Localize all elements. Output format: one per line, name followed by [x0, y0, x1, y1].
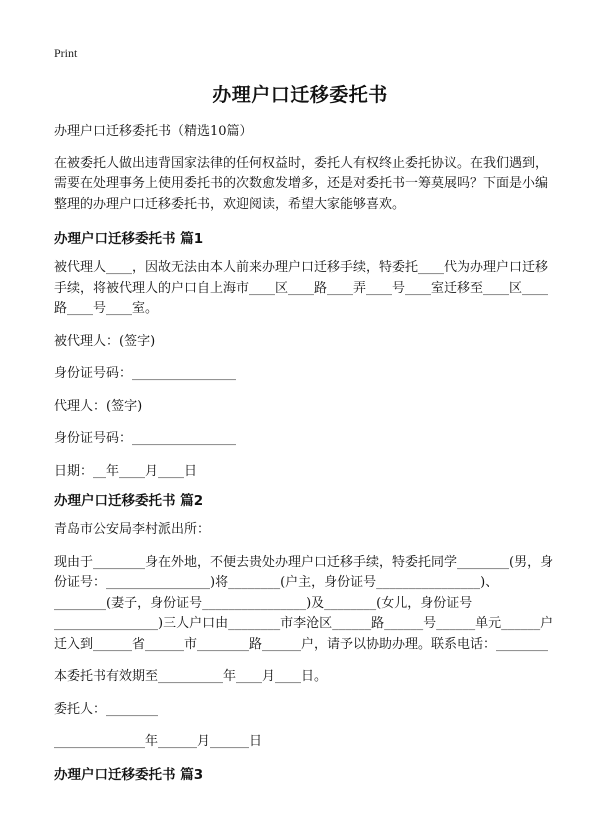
principal-signature-line: 被代理人：(签字)	[54, 333, 156, 349]
section-heading-3: 办理户口迁移委托书 篇3	[54, 766, 204, 783]
subtitle: 办理户口迁移委托书（精选10篇）	[54, 124, 253, 139]
id-number-line-2: 身份证号码：________________	[54, 431, 237, 446]
page-title: 办理户口迁移委托书	[212, 84, 388, 106]
agent-signature-line: 代理人：(签字)	[54, 398, 143, 414]
date-line-1: 日期：__年____月____日	[54, 463, 198, 479]
section-2-body: 现由于________身在外地，不便去贵处办理户口迁移手续，特委托同学________(男，身份证号：________________)将________(户主，身份证号________________)、________(妻子，身份证号________________)及________(女儿，身份证号________________)三人户口由________市李沧区______路______号______单元______户迁入到______省______市________路______户，请予以协助办理。联系电话：________	[54, 554, 554, 652]
print-link[interactable]: Print	[54, 46, 78, 60]
section-heading-2: 办理户口迁移委托书 篇2	[54, 493, 204, 509]
date-line-2: ______________年______月______日	[54, 734, 263, 749]
document-body	[54, 122, 554, 785]
section-heading-1: 办理户口迁移委托书 篇1	[54, 231, 204, 247]
principal-line: 委托人：________	[54, 701, 159, 717]
section-1-body: 被代理人____，因故无法由本人前来办理户口迁移手续，特委托____代为办理户口迁移手续，将被代理人的户口自上海市____区____路____弄____号____室迁移至____区____路____号____室。	[54, 260, 549, 316]
addressee-line: 青岛市公安局李村派出所：	[54, 522, 211, 537]
id-number-line-1: 身份证号码：________________	[54, 366, 237, 381]
intro-paragraph: 在被委托人做出违背国家法律的任何权益时，委托人有权终止委托协议。在我们遇到，需要在处理事务上使用委托书的次数愈发增多，还是对委托书一筹莫展吗？下面是小编整理的办理户口迁移委托书，欢迎阅读，希望大家能够喜欢。	[54, 155, 549, 212]
validity-line: 本委托书有效期至__________年____月____日。	[54, 669, 328, 684]
